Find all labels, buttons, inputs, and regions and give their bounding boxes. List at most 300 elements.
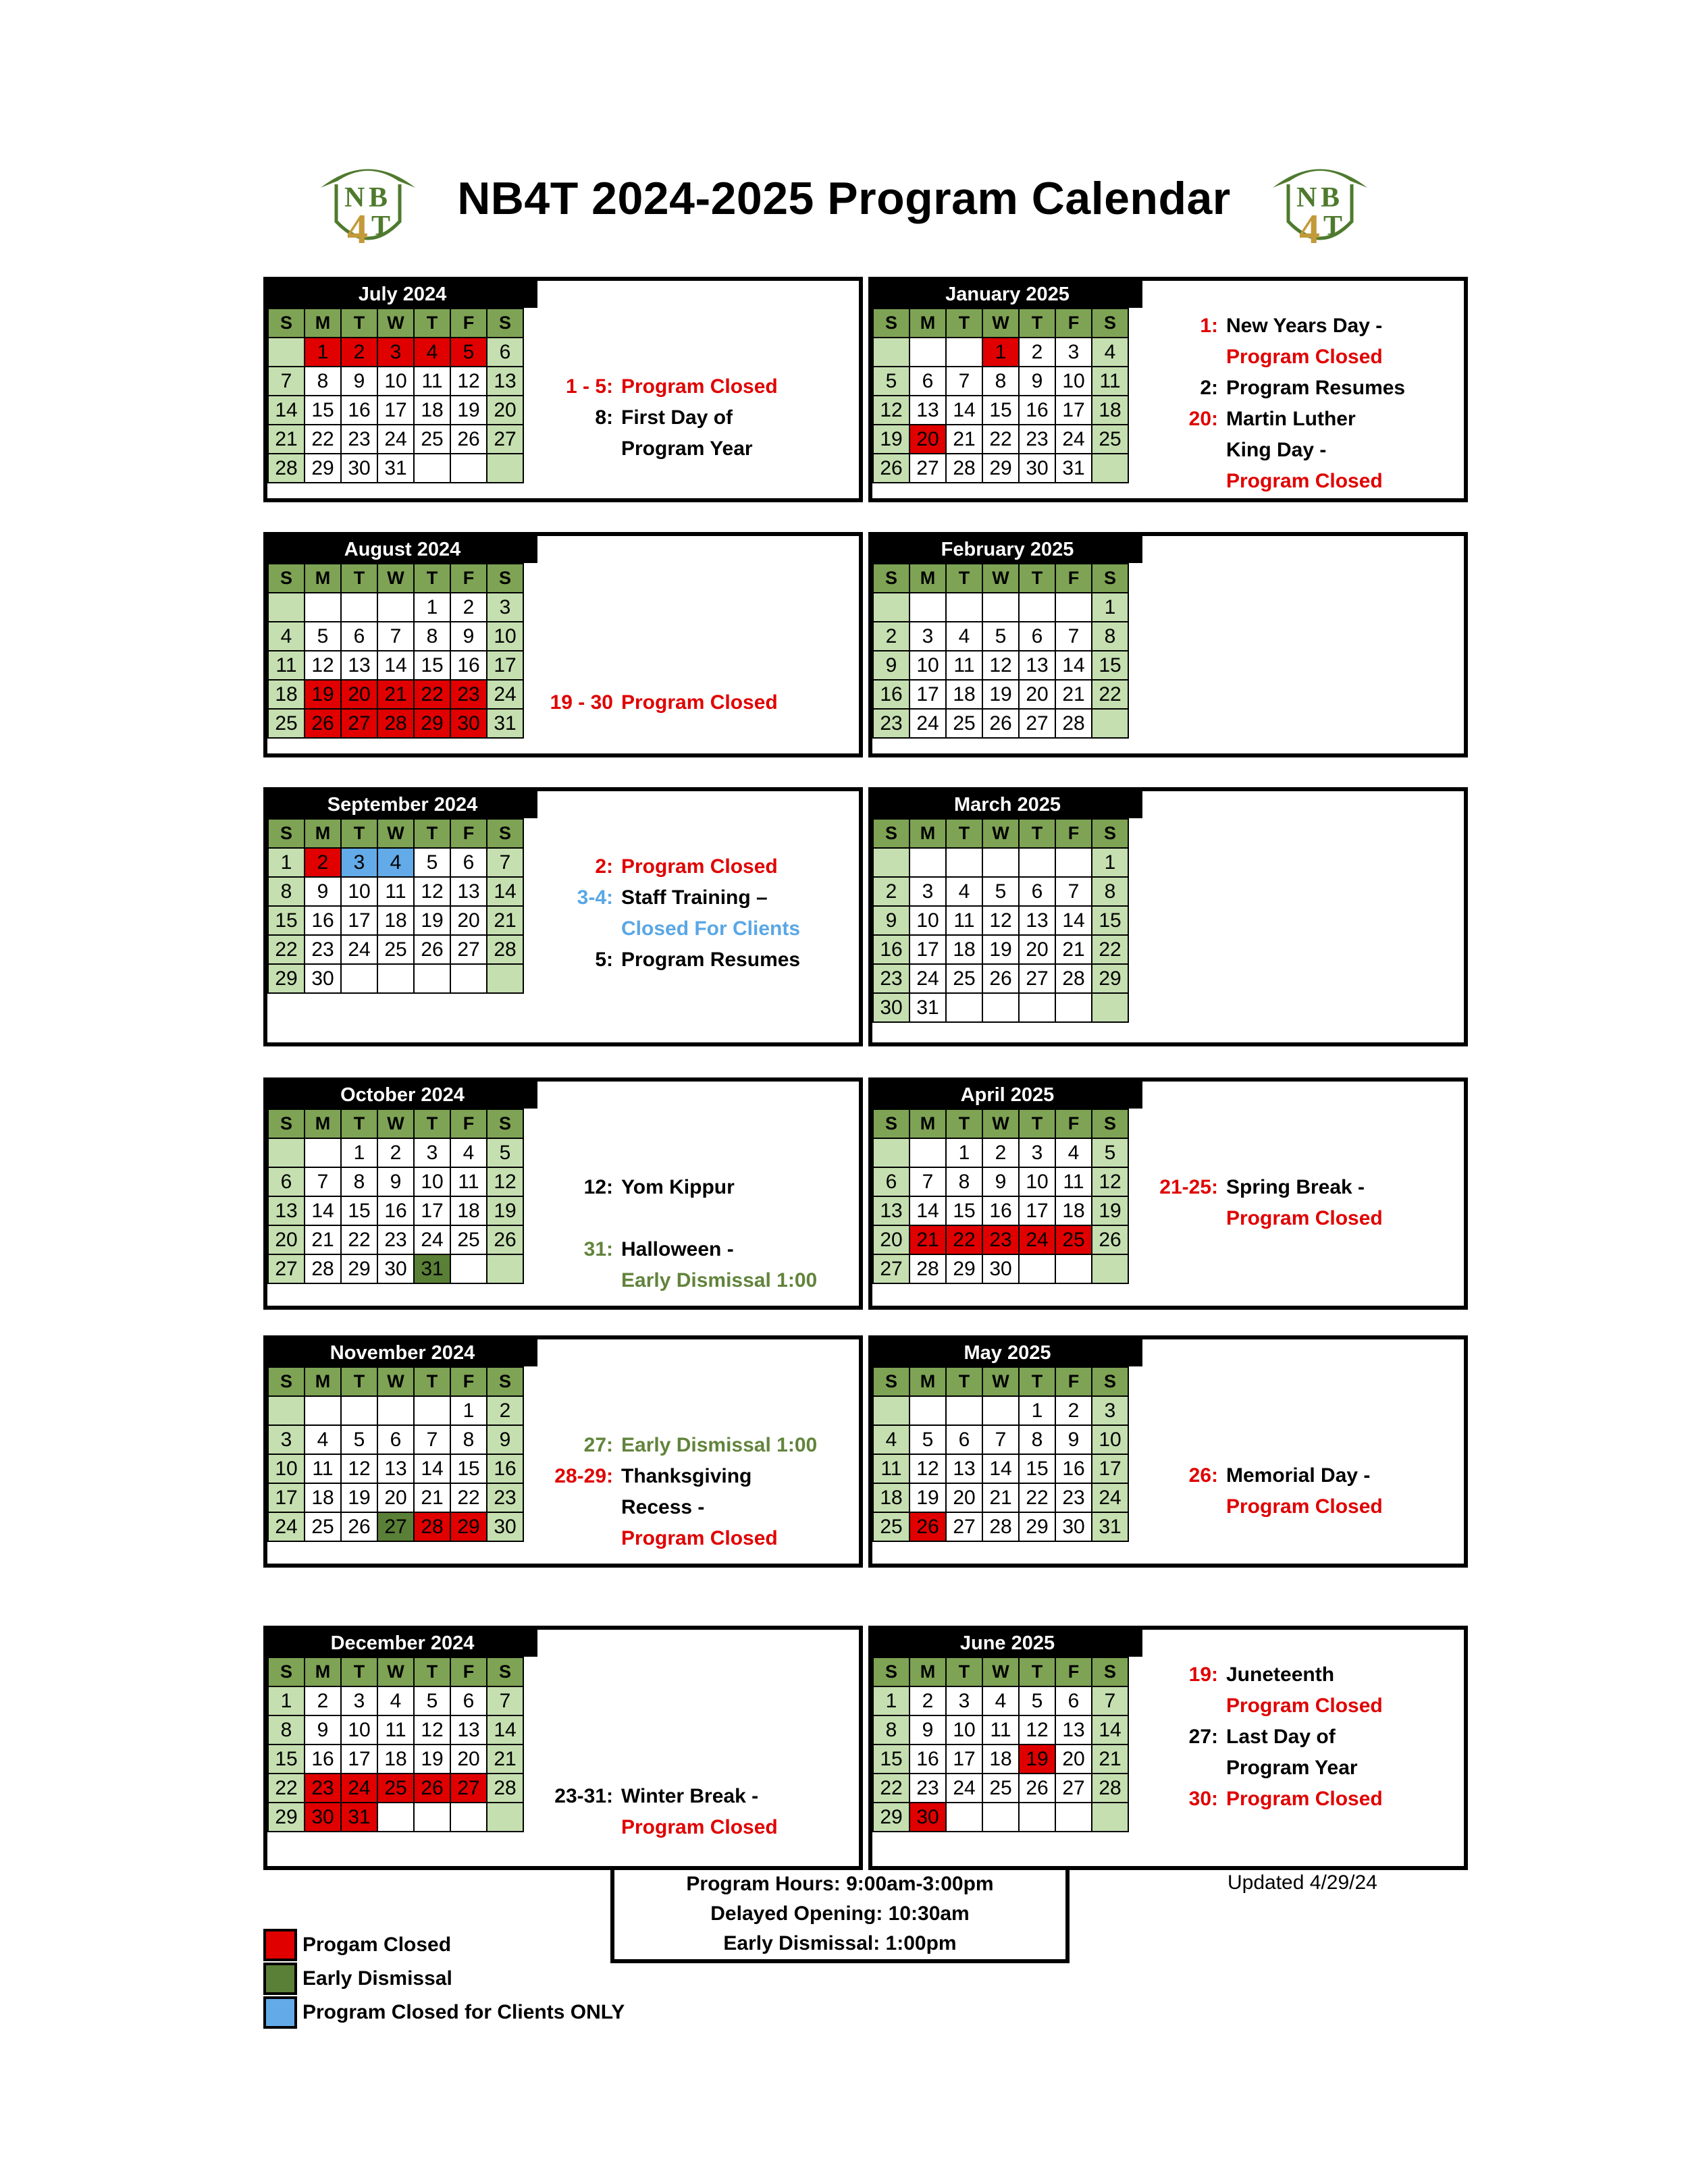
note-line xyxy=(1144,1690,1467,1722)
note-date: 5: xyxy=(595,949,613,971)
day-cell: 7 xyxy=(1092,1686,1128,1715)
day-cell: 14 xyxy=(414,1454,450,1483)
week-row xyxy=(268,1167,523,1196)
week-row xyxy=(873,1196,1128,1225)
day-cell: 14 xyxy=(377,651,414,680)
note-date: 20: xyxy=(1188,408,1218,430)
day-cell: 24 xyxy=(377,425,414,454)
week-row xyxy=(268,396,523,425)
day-cell: 27 xyxy=(450,1774,487,1803)
week-row xyxy=(268,1774,523,1803)
day-cell: 6 xyxy=(1019,622,1055,651)
month-notes xyxy=(1144,311,1467,497)
weekday-label: T xyxy=(1019,564,1055,593)
day-cell: 30 xyxy=(377,1254,414,1283)
day-cell: 6 xyxy=(487,338,523,367)
month-notes xyxy=(539,1430,862,1554)
day-cell: 2 xyxy=(450,593,487,622)
month-block-january-2025 xyxy=(868,277,1468,502)
day-cell: 24 xyxy=(1092,1483,1128,1512)
day-cell: 21 xyxy=(268,425,305,454)
day-cell: 18 xyxy=(450,1196,487,1225)
note-date: 2: xyxy=(595,855,613,878)
note-line xyxy=(1144,1460,1467,1491)
legend xyxy=(263,1928,625,2029)
note-line xyxy=(1144,1491,1467,1522)
day-cell: 25 xyxy=(377,1774,414,1803)
weekday-label: T xyxy=(946,309,982,338)
day-cell: 25 xyxy=(377,935,414,964)
weekday-label: M xyxy=(909,1657,946,1686)
day-cell xyxy=(1019,993,1055,1022)
week-row xyxy=(873,1744,1128,1774)
day-cell: 10 xyxy=(341,1715,377,1744)
day-cell xyxy=(982,1396,1019,1425)
day-cell xyxy=(982,1803,1019,1832)
note-date: 2: xyxy=(1200,377,1218,399)
day-cell: 8 xyxy=(982,367,1019,396)
week-row xyxy=(268,622,523,651)
day-cell: 20 xyxy=(450,906,487,935)
day-cell xyxy=(305,593,341,622)
weekday-label: W xyxy=(377,1367,414,1396)
day-cell: 20 xyxy=(268,1225,305,1254)
day-cell: 20 xyxy=(909,425,946,454)
weekday-label: S xyxy=(873,1657,909,1686)
week-row xyxy=(873,651,1128,680)
week-row xyxy=(873,1225,1128,1254)
note-line xyxy=(1144,342,1467,373)
day-cell: 17 xyxy=(377,396,414,425)
day-cell: 21 xyxy=(377,680,414,709)
day-cell: 5 xyxy=(341,1425,377,1454)
day-cell: 29 xyxy=(873,1803,909,1832)
day-cell: 7 xyxy=(414,1425,450,1454)
day-cell: 17 xyxy=(1019,1196,1055,1225)
note-date: 21-25: xyxy=(1159,1176,1218,1198)
weekday-label: T xyxy=(414,1109,450,1138)
month-block-may-2025 xyxy=(868,1335,1468,1568)
day-cell: 30 xyxy=(305,964,341,993)
svg-text:4: 4 xyxy=(347,207,368,252)
day-cell: 20 xyxy=(1019,935,1055,964)
day-cell: 8 xyxy=(873,1715,909,1744)
day-cell xyxy=(909,1138,946,1167)
note-line xyxy=(539,1172,862,1203)
week-row xyxy=(268,651,523,680)
day-cell: 25 xyxy=(450,1225,487,1254)
day-cell: 29 xyxy=(341,1254,377,1283)
day-cell xyxy=(909,848,946,877)
day-cell: 29 xyxy=(414,709,450,738)
note-text: Program Year xyxy=(621,437,753,460)
month-title: November 2024 xyxy=(267,1339,537,1366)
week-row xyxy=(873,1138,1128,1167)
day-cell: 12 xyxy=(487,1167,523,1196)
note-line xyxy=(539,687,862,718)
week-row xyxy=(873,1803,1128,1832)
weekday-label: S xyxy=(487,1109,523,1138)
day-cell: 8 xyxy=(341,1167,377,1196)
day-cell: 5 xyxy=(414,1686,450,1715)
day-cell: 25 xyxy=(982,1774,1019,1803)
day-cell: 21 xyxy=(305,1225,341,1254)
weekday-label: W xyxy=(377,819,414,848)
day-cell: 1 xyxy=(268,848,305,877)
note-date: 12: xyxy=(583,1176,613,1198)
day-cell: 1 xyxy=(946,1138,982,1167)
day-cell: 18 xyxy=(414,396,450,425)
week-row xyxy=(268,593,523,622)
legend-swatch-blue xyxy=(263,1996,297,2029)
weekday-header-row xyxy=(268,1109,523,1138)
day-cell: 18 xyxy=(946,680,982,709)
note-text: New Years Day - xyxy=(1226,315,1383,337)
weekday-label: W xyxy=(982,564,1019,593)
day-cell: 18 xyxy=(1092,396,1128,425)
note-text: Juneteenth xyxy=(1226,1663,1335,1686)
day-cell: 28 xyxy=(305,1254,341,1283)
day-cell: 3 xyxy=(341,1686,377,1715)
week-row xyxy=(268,964,523,993)
day-cell xyxy=(305,1396,341,1425)
week-row xyxy=(873,877,1128,906)
day-cell: 13 xyxy=(450,1715,487,1744)
note-line xyxy=(1144,404,1467,435)
day-cell xyxy=(909,593,946,622)
day-cell: 6 xyxy=(1019,877,1055,906)
weekday-label: T xyxy=(946,1109,982,1138)
day-cell: 3 xyxy=(414,1138,450,1167)
weekday-label: T xyxy=(414,819,450,848)
note-line xyxy=(539,1461,862,1492)
day-cell: 7 xyxy=(982,1425,1019,1454)
day-cell: 17 xyxy=(414,1196,450,1225)
day-cell: 14 xyxy=(1055,906,1092,935)
day-cell: 7 xyxy=(487,1686,523,1715)
day-cell: 15 xyxy=(982,396,1019,425)
day-cell: 20 xyxy=(487,396,523,425)
day-cell xyxy=(377,593,414,622)
day-cell: 4 xyxy=(946,622,982,651)
day-cell: 17 xyxy=(1092,1454,1128,1483)
month-block-august-2024 xyxy=(263,532,863,757)
day-cell: 30 xyxy=(909,1803,946,1832)
day-cell: 14 xyxy=(1092,1715,1128,1744)
note-text: Early Dismissal 1:00 xyxy=(621,1434,818,1456)
day-cell xyxy=(414,1396,450,1425)
month-day-table xyxy=(872,563,1129,739)
month-day-table xyxy=(872,1366,1129,1542)
weekday-label: M xyxy=(305,564,341,593)
day-cell: 10 xyxy=(946,1715,982,1744)
day-cell: 20 xyxy=(1019,680,1055,709)
weekday-label: M xyxy=(909,309,946,338)
day-cell xyxy=(1019,848,1055,877)
note-text: Program Closed xyxy=(621,1527,778,1549)
day-cell: 11 xyxy=(377,877,414,906)
day-cell: 7 xyxy=(377,622,414,651)
day-cell: 2 xyxy=(305,848,341,877)
day-cell: 7 xyxy=(1055,877,1092,906)
day-cell: 22 xyxy=(873,1774,909,1803)
day-cell xyxy=(873,338,909,367)
day-cell: 23 xyxy=(305,1774,341,1803)
day-cell: 12 xyxy=(873,396,909,425)
week-row xyxy=(268,367,523,396)
delayed-opening: Delayed Opening: 10:30am xyxy=(710,1902,970,1925)
note-date: 31: xyxy=(583,1238,613,1260)
note-text: Memorial Day - xyxy=(1226,1464,1371,1487)
note-text: Winter Break - xyxy=(621,1785,759,1807)
day-cell: 24 xyxy=(268,1512,305,1541)
day-cell: 13 xyxy=(377,1454,414,1483)
day-cell xyxy=(1019,593,1055,622)
day-cell: 11 xyxy=(873,1454,909,1483)
day-cell: 16 xyxy=(450,651,487,680)
week-row xyxy=(268,1512,523,1541)
day-cell xyxy=(341,593,377,622)
day-cell xyxy=(1019,1803,1055,1832)
day-cell: 10 xyxy=(1019,1167,1055,1196)
day-cell: 15 xyxy=(1092,651,1128,680)
month-title: July 2024 xyxy=(267,281,537,308)
week-row xyxy=(268,1225,523,1254)
day-cell: 16 xyxy=(1019,396,1055,425)
day-cell: 13 xyxy=(450,877,487,906)
weekday-label: F xyxy=(1055,1109,1092,1138)
day-cell: 9 xyxy=(1019,367,1055,396)
day-cell: 15 xyxy=(873,1744,909,1774)
day-cell: 16 xyxy=(377,1196,414,1225)
day-cell: 2 xyxy=(873,877,909,906)
month-title: May 2025 xyxy=(872,1339,1142,1366)
day-cell: 12 xyxy=(1092,1167,1128,1196)
note-line xyxy=(539,1812,862,1843)
weekday-label: T xyxy=(341,1657,377,1686)
svg-text:4: 4 xyxy=(1299,207,1320,252)
weekday-label: S xyxy=(873,309,909,338)
day-cell: 4 xyxy=(982,1686,1019,1715)
weekday-label: F xyxy=(1055,1657,1092,1686)
week-row xyxy=(268,1744,523,1774)
note-text: Program Closed xyxy=(1226,1495,1383,1518)
day-cell: 2 xyxy=(909,1686,946,1715)
note-text: First Day of xyxy=(621,406,733,429)
weekday-label: S xyxy=(873,1109,909,1138)
month-notes xyxy=(539,851,862,976)
day-cell: 8 xyxy=(268,1715,305,1744)
day-cell: 27 xyxy=(341,709,377,738)
day-cell: 19 xyxy=(414,906,450,935)
day-cell: 10 xyxy=(1092,1425,1128,1454)
note-line xyxy=(539,1492,862,1523)
day-cell: 27 xyxy=(487,425,523,454)
day-cell: 3 xyxy=(909,877,946,906)
day-cell: 5 xyxy=(1019,1686,1055,1715)
day-cell: 8 xyxy=(450,1425,487,1454)
weekday-label: T xyxy=(341,1367,377,1396)
weekday-label: W xyxy=(982,309,1019,338)
day-cell: 14 xyxy=(268,396,305,425)
month-day-table xyxy=(267,563,524,739)
day-cell xyxy=(909,338,946,367)
day-cell: 17 xyxy=(341,906,377,935)
day-cell: 10 xyxy=(414,1167,450,1196)
day-cell xyxy=(414,964,450,993)
day-cell: 13 xyxy=(268,1196,305,1225)
day-cell: 26 xyxy=(305,709,341,738)
updated-date: Updated 4/29/24 xyxy=(1228,1871,1377,1894)
note-date: 27: xyxy=(583,1434,613,1456)
day-cell: 18 xyxy=(873,1483,909,1512)
month-block-september-2024 xyxy=(263,787,863,1046)
day-cell: 19 xyxy=(909,1483,946,1512)
day-cell: 31 xyxy=(414,1254,450,1283)
day-cell xyxy=(268,593,305,622)
day-cell: 13 xyxy=(487,367,523,396)
day-cell: 19 xyxy=(873,425,909,454)
note-line xyxy=(539,371,862,402)
day-cell xyxy=(1055,1803,1092,1832)
day-cell: 23 xyxy=(305,935,341,964)
day-cell: 14 xyxy=(946,396,982,425)
day-cell: 31 xyxy=(1092,1512,1128,1541)
day-cell: 15 xyxy=(268,1744,305,1774)
week-row xyxy=(268,906,523,935)
day-cell: 18 xyxy=(1055,1196,1092,1225)
month-notes xyxy=(539,371,862,464)
weekday-label: T xyxy=(1019,819,1055,848)
day-cell: 3 xyxy=(268,1425,305,1454)
day-cell xyxy=(487,1803,523,1832)
day-cell: 13 xyxy=(1019,906,1055,935)
note-date: 1: xyxy=(1200,315,1218,337)
note-line xyxy=(1144,1722,1467,1753)
day-cell: 7 xyxy=(1055,622,1092,651)
day-cell: 13 xyxy=(909,396,946,425)
note-text: Program Closed xyxy=(1226,346,1383,368)
day-cell: 27 xyxy=(873,1254,909,1283)
day-cell: 30 xyxy=(982,1254,1019,1283)
day-cell: 6 xyxy=(909,367,946,396)
day-cell: 15 xyxy=(341,1196,377,1225)
day-cell: 12 xyxy=(1019,1715,1055,1744)
weekday-label: S xyxy=(1092,1657,1128,1686)
week-row xyxy=(268,1483,523,1512)
day-cell xyxy=(268,338,305,367)
day-cell: 21 xyxy=(946,425,982,454)
day-cell: 26 xyxy=(982,964,1019,993)
weekday-label: F xyxy=(1055,309,1092,338)
month-title: April 2025 xyxy=(872,1082,1142,1109)
weekday-label: F xyxy=(450,309,487,338)
day-cell: 2 xyxy=(982,1138,1019,1167)
note-line xyxy=(539,851,862,882)
day-cell: 24 xyxy=(414,1225,450,1254)
weekday-label: M xyxy=(305,1657,341,1686)
week-row xyxy=(268,1138,523,1167)
day-cell: 29 xyxy=(268,964,305,993)
day-cell: 23 xyxy=(982,1225,1019,1254)
day-cell: 18 xyxy=(268,680,305,709)
day-cell: 11 xyxy=(377,1715,414,1744)
day-cell xyxy=(946,593,982,622)
day-cell: 26 xyxy=(909,1512,946,1541)
note-text: Program Closed xyxy=(1226,1695,1383,1717)
svg-text:B: B xyxy=(1321,182,1340,213)
weekday-label: F xyxy=(450,1109,487,1138)
weekday-header-row xyxy=(873,819,1128,848)
week-row xyxy=(873,848,1128,877)
day-cell: 10 xyxy=(487,622,523,651)
weekday-label: T xyxy=(414,1657,450,1686)
day-cell: 14 xyxy=(487,1715,523,1744)
day-cell: 1 xyxy=(1092,593,1128,622)
day-cell: 27 xyxy=(268,1254,305,1283)
svg-text:N: N xyxy=(1296,182,1317,213)
weekday-label: T xyxy=(1019,1367,1055,1396)
day-cell xyxy=(946,338,982,367)
day-cell: 18 xyxy=(377,906,414,935)
weekday-header-row xyxy=(873,564,1128,593)
day-cell: 11 xyxy=(946,651,982,680)
day-cell: 8 xyxy=(414,622,450,651)
month-day-table xyxy=(872,1109,1129,1284)
page-title: NB4T 2024-2025 Program Calendar xyxy=(457,173,1231,224)
day-cell: 19 xyxy=(341,1483,377,1512)
day-cell: 11 xyxy=(1055,1167,1092,1196)
week-row xyxy=(873,425,1128,454)
day-cell: 15 xyxy=(414,651,450,680)
day-cell: 6 xyxy=(873,1167,909,1196)
day-cell: 19 xyxy=(982,935,1019,964)
weekday-label: T xyxy=(1019,309,1055,338)
weekday-label: S xyxy=(1092,564,1128,593)
month-title: January 2025 xyxy=(872,281,1142,308)
day-cell: 4 xyxy=(1092,338,1128,367)
program-hours: Program Hours: 9:00am-3:00pm xyxy=(686,1873,994,1895)
note-line xyxy=(1144,1659,1467,1690)
day-cell: 29 xyxy=(305,454,341,483)
day-cell: 3 xyxy=(1055,338,1092,367)
day-cell: 25 xyxy=(873,1512,909,1541)
legend-label: Progam Closed xyxy=(302,1934,452,1956)
weekday-label: M xyxy=(909,819,946,848)
day-cell xyxy=(414,1803,450,1832)
day-cell xyxy=(341,1396,377,1425)
day-cell: 29 xyxy=(268,1803,305,1832)
weekday-label: M xyxy=(305,1367,341,1396)
weekday-label: T xyxy=(946,819,982,848)
day-cell: 28 xyxy=(1055,964,1092,993)
note-line xyxy=(1144,435,1467,466)
day-cell: 28 xyxy=(377,709,414,738)
day-cell: 30 xyxy=(873,993,909,1022)
weekday-header-row xyxy=(873,1109,1128,1138)
day-cell: 11 xyxy=(982,1715,1019,1744)
day-cell: 1 xyxy=(268,1686,305,1715)
svg-text:T: T xyxy=(1323,211,1343,242)
day-cell: 2 xyxy=(487,1396,523,1425)
day-cell: 19 xyxy=(450,396,487,425)
day-cell: 1 xyxy=(1092,848,1128,877)
month-day-table xyxy=(267,1109,524,1284)
day-cell: 24 xyxy=(909,709,946,738)
day-cell: 10 xyxy=(377,367,414,396)
day-cell: 22 xyxy=(268,935,305,964)
day-cell: 6 xyxy=(341,622,377,651)
